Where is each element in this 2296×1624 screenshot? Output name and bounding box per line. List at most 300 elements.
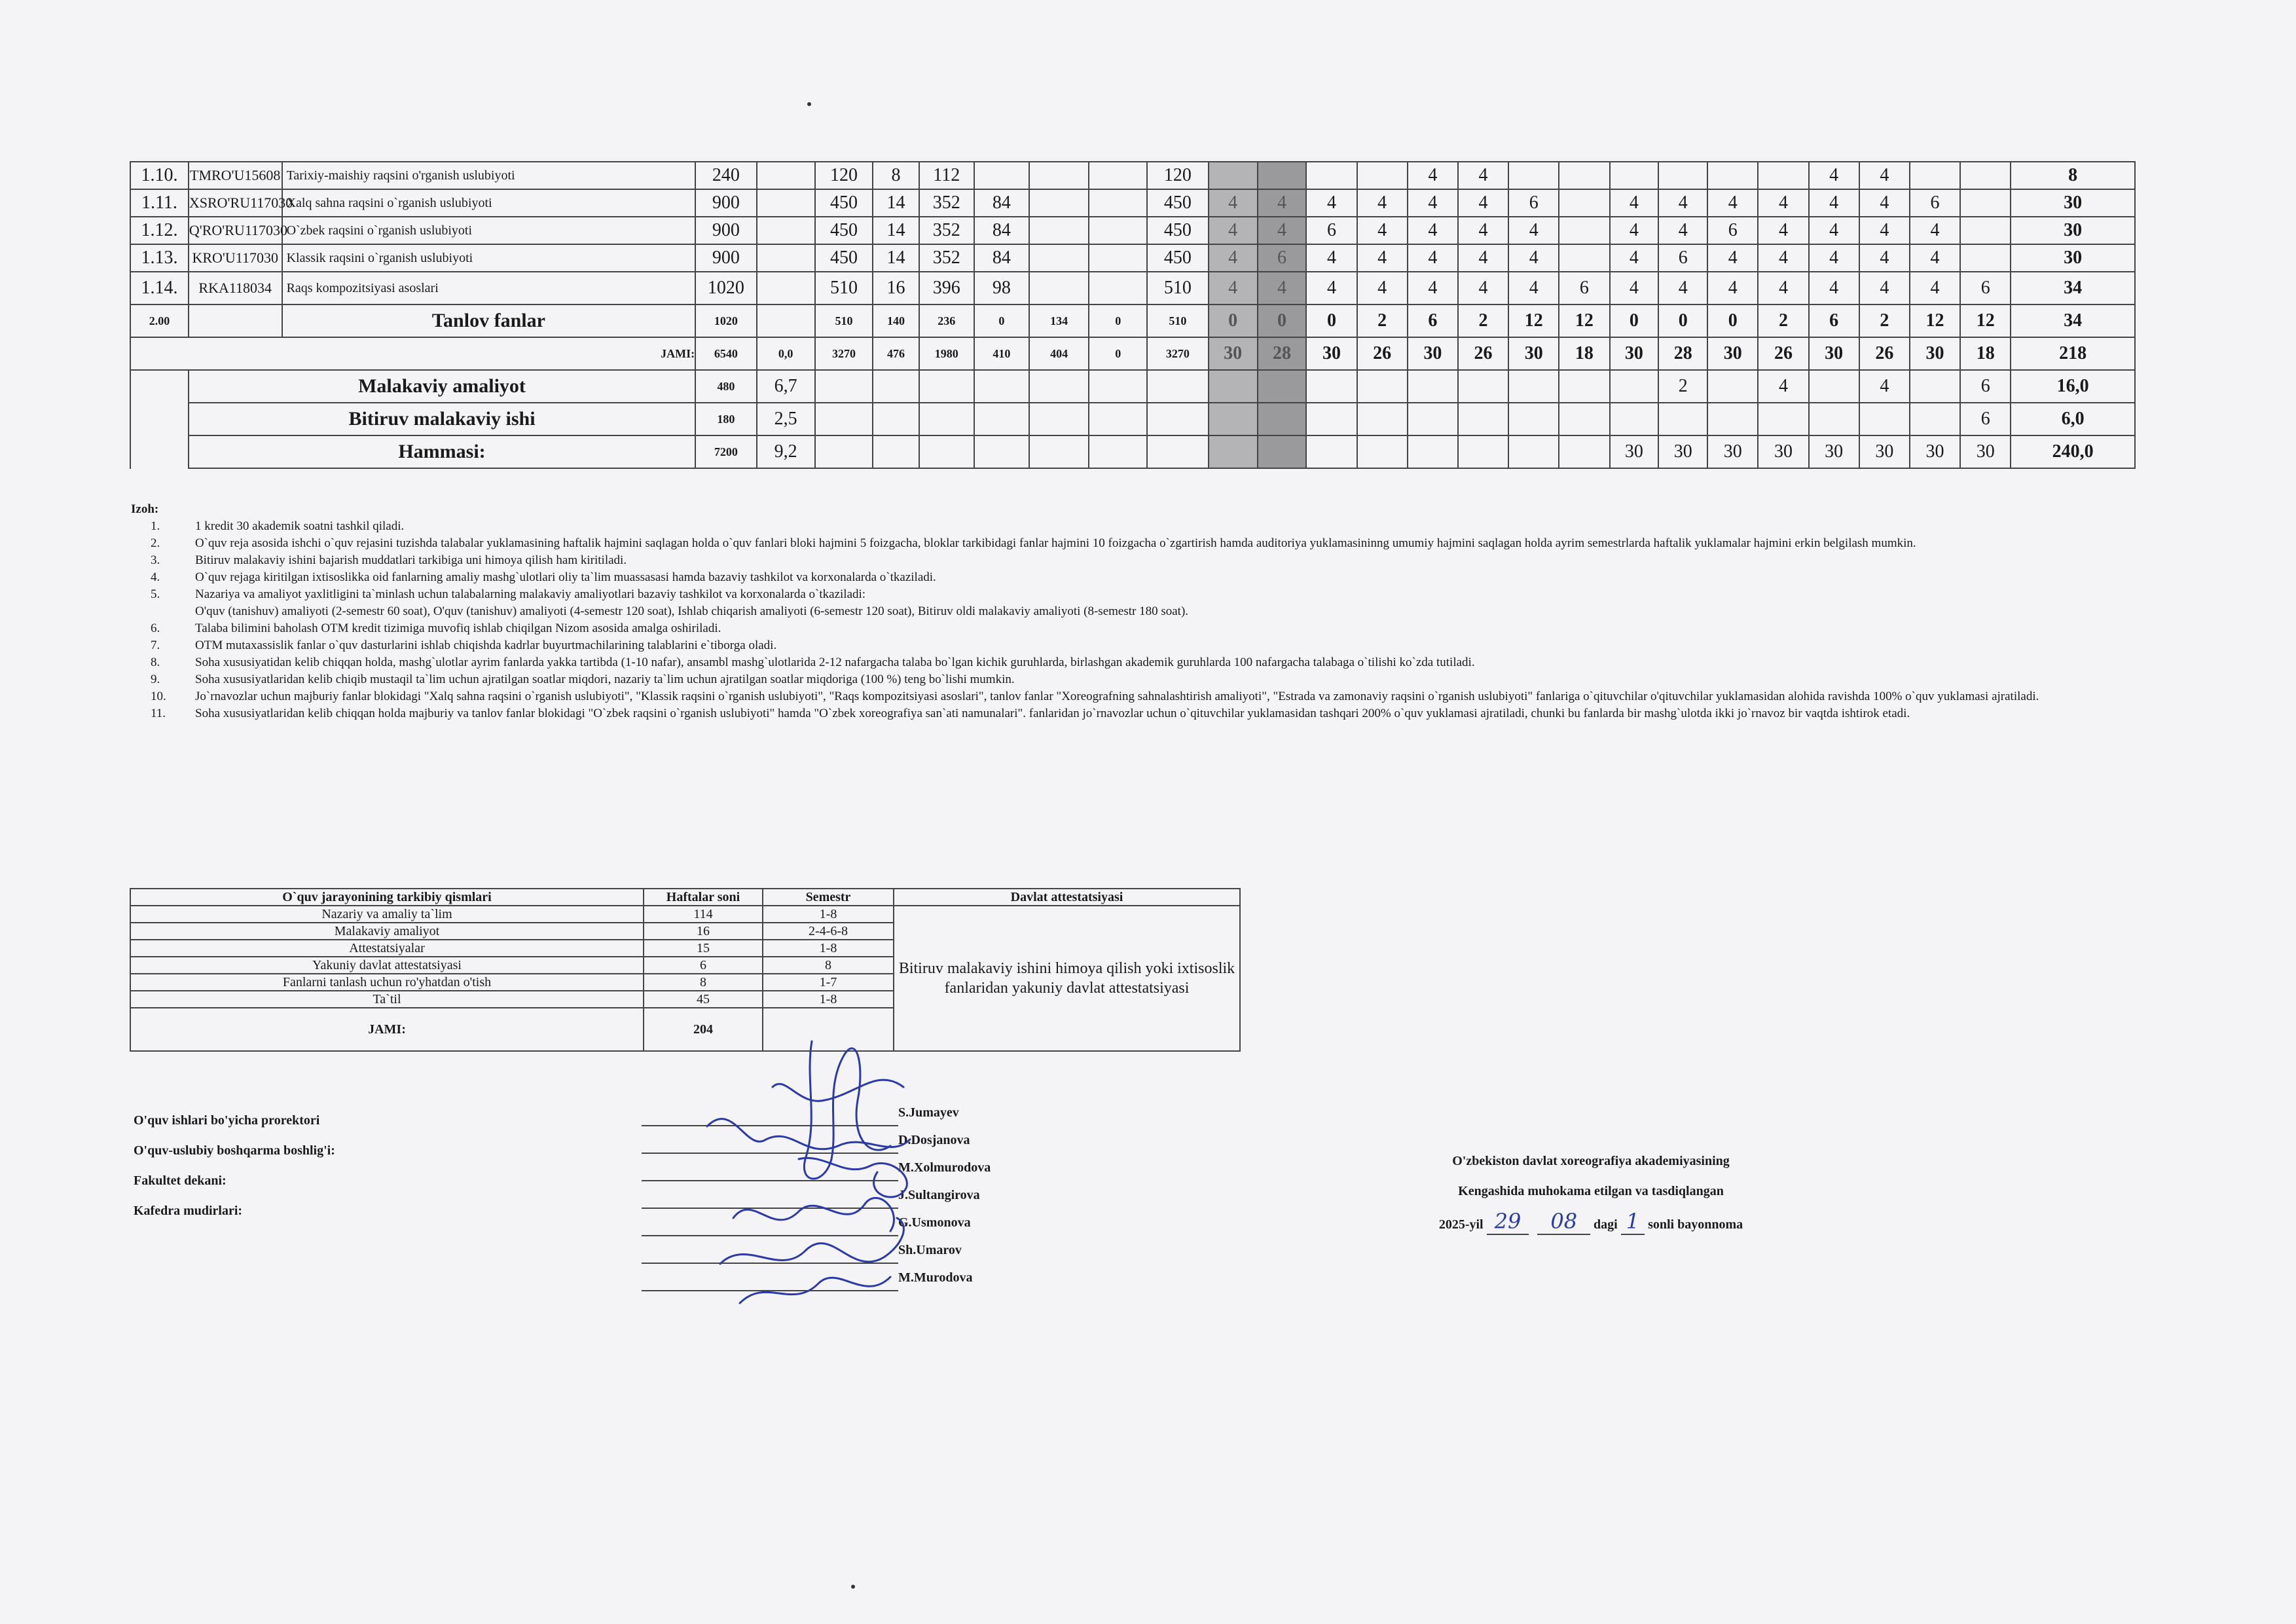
value-cell: 30: [1408, 337, 1458, 370]
empty-cell: [873, 403, 919, 435]
value-cell: 0: [1610, 304, 1659, 337]
empty-cell: [1209, 370, 1258, 403]
row-number: 1.10.: [130, 162, 189, 189]
empty-cell: [974, 403, 1029, 435]
note-item: [131, 705, 2147, 722]
value-cell: 0,0: [757, 337, 815, 370]
empty-cell: [1809, 370, 1859, 403]
value-cell: 30: [1910, 435, 1960, 468]
value-cell: 30: [1508, 337, 1559, 370]
empty-cell: [1306, 435, 1357, 468]
signature-role: Fakultet dekani:: [134, 1173, 227, 1188]
value-cell: 4: [1209, 244, 1258, 272]
value-cell: 900: [695, 189, 757, 217]
empty-cell: [1458, 370, 1508, 403]
value-cell: 18: [1559, 337, 1609, 370]
note-item: [131, 637, 2147, 654]
empty-cell: [1357, 370, 1408, 403]
table-row: [130, 403, 2135, 435]
value-cell: [757, 162, 815, 189]
value-cell: 30: [1610, 337, 1659, 370]
note-text: Talaba bilimini baholash OTM kredit tizimiga muvofiq ishlab chiqilgan Nizom asosida amalga oshiriladi.: [195, 621, 721, 635]
value-cell: 4: [1408, 244, 1458, 272]
value-cell: [1089, 162, 1147, 189]
value-cell: 4: [1408, 162, 1458, 189]
value-cell: 352: [919, 189, 974, 217]
process-weeks: 8: [644, 974, 763, 991]
value-cell: 6: [1408, 304, 1458, 337]
process-weeks: 114: [644, 906, 763, 923]
empty-cell: [1707, 403, 1758, 435]
value-cell: [757, 244, 815, 272]
value-cell: 8: [873, 162, 919, 189]
note-number: 6.: [151, 621, 160, 635]
empty-cell: [919, 403, 974, 435]
value-cell: 18: [1960, 337, 2011, 370]
value-cell: 30: [2011, 217, 2135, 244]
value-cell: 4: [1508, 217, 1559, 244]
value-cell: [1610, 162, 1659, 189]
empty-cell: [1758, 403, 1808, 435]
value-cell: 1020: [695, 272, 757, 304]
value-cell: 450: [1147, 244, 1209, 272]
empty-cell: [1458, 435, 1508, 468]
empty-cell: [919, 435, 974, 468]
empty-cell: [1658, 403, 1707, 435]
note-text: Bitiruv malakaviy ishini bajarish muddatlari tarkibiga uni himoya qilish ham kiritiladi.: [195, 553, 627, 567]
empty-cell: [1209, 435, 1258, 468]
value-cell: 4: [1658, 217, 1707, 244]
value-cell: 3270: [815, 337, 873, 370]
note-item: [131, 671, 2147, 688]
value-cell: 30: [1707, 435, 1758, 468]
value-cell: 4: [1458, 244, 1508, 272]
value-cell: 6: [1960, 370, 2011, 403]
value-cell: 30: [1610, 435, 1659, 468]
value-cell: [1258, 162, 1307, 189]
process-part: Attestatsiyalar: [130, 940, 644, 957]
value-cell: 4: [1758, 272, 1808, 304]
row-number: 1.13.: [130, 244, 189, 272]
empty-cell: [815, 403, 873, 435]
value-cell: 2: [1859, 304, 1910, 337]
value-cell: 4: [1758, 189, 1808, 217]
value-cell: 4: [1809, 272, 1859, 304]
note-number: 7.: [151, 638, 160, 652]
note-text: O`quv reja asosida ishchi o`quv rejasini tuzishda talabalar yuklamasining haftalik hajmini saqlagan holda o`quv fanlari bloki hajmini 5 foizgacha, bloklar tarkibidagi fanlar hajmini 10 foizgacha o`zgartirish hamda auditoriya yuklamasininng umumiy hajmini saqlagan holda ayrim semestrlarda haftalik yuklamalar hajmini erkin belgilash mumkin.: [195, 536, 1916, 550]
note-number: 8.: [151, 655, 160, 669]
value-cell: 0: [1306, 304, 1357, 337]
value-cell: 30: [1859, 435, 1910, 468]
value-cell: 180: [695, 403, 757, 435]
value-cell: 2: [1458, 304, 1508, 337]
table-row: [130, 304, 2135, 337]
signatory-name: Sh.Umarov: [898, 1243, 962, 1257]
value-cell: 14: [873, 244, 919, 272]
value-cell: 4: [1859, 244, 1910, 272]
speck: [807, 102, 811, 106]
process-semester: 8: [763, 957, 894, 974]
handwritten-signatures: [694, 1028, 1021, 1316]
value-cell: [757, 189, 815, 217]
value-cell: 4: [1610, 244, 1659, 272]
value-cell: 4: [1859, 189, 1910, 217]
approval-block: [1381, 1146, 1800, 1240]
bitiruv-label: Bitiruv malakaviy ishi: [189, 403, 695, 435]
table-row: [130, 189, 2135, 217]
note-text: Nazariya va amaliyot yaxlitligini ta`minlash uchun talabalarning malakaviy amaliyotlari bazaviy tashkilot va korxonalarda o`tkaziladi:: [195, 587, 866, 601]
value-cell: 26: [1357, 337, 1408, 370]
note-text: O'quv (tanishuv) amaliyoti (2-semestr 60 soat), O'quv (tanishuv) amaliyoti (4-semestr 120 soat), Ishlab chiqarish amaliyoti (6-semestr 120 soat), Bitiruv oldi malakaviy amaliyoti (8-semestr 180 soat).: [195, 604, 1189, 618]
signatory-name: D.Dosjanova: [898, 1133, 970, 1147]
value-cell: 30: [1758, 435, 1808, 468]
value-cell: 84: [974, 244, 1029, 272]
empty-cell: [974, 435, 1029, 468]
value-cell: [1357, 162, 1408, 189]
note-item: [131, 518, 2147, 535]
value-cell: 9,2: [757, 435, 815, 468]
value-cell: 4: [1910, 244, 1960, 272]
value-cell: [1209, 162, 1258, 189]
note-number: 9.: [151, 673, 160, 686]
value-cell: 450: [815, 189, 873, 217]
process-semester: 1-8: [763, 906, 894, 923]
value-cell: 0: [1707, 304, 1758, 337]
tanlov-label: Tanlov fanlar: [282, 304, 696, 337]
value-cell: 4: [1258, 217, 1307, 244]
value-cell: 14: [873, 189, 919, 217]
empty-cell: [1029, 435, 1089, 468]
empty-cell: [1258, 370, 1307, 403]
table-row: [130, 162, 2135, 189]
value-cell: 4: [1357, 272, 1408, 304]
approval-month: 08: [1537, 1209, 1590, 1235]
value-cell: 4: [1508, 244, 1559, 272]
value-cell: 30: [1658, 435, 1707, 468]
row-number: 1.12.: [130, 217, 189, 244]
row-number: 1.11.: [130, 189, 189, 217]
value-cell: 4: [1357, 189, 1408, 217]
value-cell: 4: [1758, 217, 1808, 244]
value-cell: 4: [1610, 272, 1659, 304]
empty-cell: [1508, 370, 1559, 403]
empty-cell: [1610, 403, 1659, 435]
process-semester: 1-8: [763, 991, 894, 1008]
value-cell: 236: [919, 304, 974, 337]
value-cell: 4: [1859, 272, 1910, 304]
value-cell: 240: [695, 162, 757, 189]
process-semester: 1-8: [763, 940, 894, 957]
value-cell: 0: [1658, 304, 1707, 337]
process-semester: 1-7: [763, 974, 894, 991]
value-cell: 4: [1209, 272, 1258, 304]
subject-code: XSRO'RU117030: [189, 189, 282, 217]
signatory-name: S.Jumayev: [898, 1105, 959, 1120]
value-cell: 0: [974, 304, 1029, 337]
note-number: 11.: [151, 707, 166, 720]
empty-cell: [1408, 370, 1458, 403]
value-cell: 510: [1147, 304, 1209, 337]
empty-cell: [1258, 435, 1307, 468]
speck: [851, 1585, 855, 1589]
value-cell: 4: [1408, 189, 1458, 217]
value-cell: 120: [815, 162, 873, 189]
value-cell: 2: [1658, 370, 1707, 403]
value-cell: 2: [1758, 304, 1808, 337]
value-cell: 476: [873, 337, 919, 370]
value-cell: 6: [1508, 189, 1559, 217]
value-cell: 480: [695, 370, 757, 403]
attestation-text: Bitiruv malakaviy ishini himoya qilish yoki ixtisoslik fanlaridan yakuniy davlat attestatsiyasi: [894, 906, 1240, 1051]
value-cell: 120: [1147, 162, 1209, 189]
empty-cell: [1508, 435, 1559, 468]
value-cell: [1029, 217, 1089, 244]
signatory-name: G.Usmonova: [898, 1215, 971, 1230]
value-cell: 4: [1306, 272, 1357, 304]
value-cell: 4: [1258, 189, 1307, 217]
value-cell: 3270: [1147, 337, 1209, 370]
approval-year: 2025-yil: [1438, 1217, 1484, 1232]
value-cell: 6: [1960, 272, 2011, 304]
table-row: [130, 435, 2135, 468]
row-number: 1.14.: [130, 272, 189, 304]
value-cell: [1029, 162, 1089, 189]
value-cell: 6: [1658, 244, 1707, 272]
value-cell: 4: [1458, 217, 1508, 244]
signature-role: O'quv ishlari bo'yicha prorektori: [134, 1113, 320, 1128]
empty-cell: [1610, 370, 1659, 403]
value-cell: [1559, 244, 1609, 272]
empty-cell: [1910, 403, 1960, 435]
value-cell: [1029, 272, 1089, 304]
empty-cell: [130, 403, 189, 435]
empty-cell: [974, 370, 1029, 403]
value-cell: 4: [1809, 244, 1859, 272]
value-cell: 4: [1758, 370, 1808, 403]
value-cell: 7200: [695, 435, 757, 468]
value-cell: 2: [1357, 304, 1408, 337]
empty-cell: [1029, 403, 1089, 435]
hammasi-label: Hammasi:: [189, 435, 695, 468]
value-cell: 30: [1910, 337, 1960, 370]
note-text: 1 kredit 30 akademik soatni tashkil qiladi.: [195, 519, 405, 533]
value-cell: 140: [873, 304, 919, 337]
value-cell: 4: [1707, 272, 1758, 304]
value-cell: 218: [2011, 337, 2135, 370]
empty-cell: [1209, 403, 1258, 435]
value-cell: 396: [919, 272, 974, 304]
empty-cell: [1559, 370, 1609, 403]
table-row: [130, 272, 2135, 304]
empty-cell: [1306, 370, 1357, 403]
value-cell: 30: [2011, 244, 2135, 272]
value-cell: 4: [1458, 272, 1508, 304]
value-cell: [1089, 189, 1147, 217]
empty-cell: [1458, 403, 1508, 435]
empty-cell: [815, 435, 873, 468]
subject-code: Q'RO'RU117030: [189, 217, 282, 244]
header-semester: Semestr: [763, 889, 894, 906]
value-cell: 4: [1408, 217, 1458, 244]
value-cell: 84: [974, 189, 1029, 217]
value-cell: 8: [2011, 162, 2135, 189]
approval-day: 29: [1487, 1209, 1529, 1235]
table-row: [130, 217, 2135, 244]
empty-cell: [1408, 435, 1458, 468]
note-item: [131, 552, 2147, 569]
value-cell: 112: [919, 162, 974, 189]
note-text: OTM mutaxassislik fanlar o`quv dasturlarini ishlab chiqishda kadrlar buyurtmachilarining talablarini e`tiborga oladi.: [195, 638, 777, 652]
value-cell: [1658, 162, 1707, 189]
empty-cell: [1508, 403, 1559, 435]
value-cell: 6540: [695, 337, 757, 370]
notes-heading: Izoh:: [131, 502, 159, 516]
value-cell: 28: [1258, 337, 1307, 370]
empty-cell: [130, 370, 189, 403]
process-semester: 2-4-6-8: [763, 923, 894, 940]
empty-cell: [815, 370, 873, 403]
value-cell: 134: [1029, 304, 1089, 337]
empty-cell: [1147, 403, 1209, 435]
value-cell: 352: [919, 244, 974, 272]
value-cell: 450: [815, 217, 873, 244]
empty-cell: [1559, 403, 1609, 435]
value-cell: 34: [2011, 304, 2135, 337]
study-process-table: [130, 888, 1241, 1052]
value-cell: [1559, 217, 1609, 244]
value-cell: 4: [1209, 189, 1258, 217]
value-cell: [1089, 244, 1147, 272]
value-cell: 26: [1758, 337, 1808, 370]
value-cell: 30: [1960, 435, 2011, 468]
value-cell: 28: [1658, 337, 1707, 370]
value-cell: 4: [1357, 244, 1408, 272]
value-cell: 4: [1306, 244, 1357, 272]
value-cell: 4: [1859, 217, 1910, 244]
value-cell: 450: [815, 244, 873, 272]
value-cell: 4: [1408, 272, 1458, 304]
note-item: [131, 569, 2147, 586]
value-cell: 6: [1258, 244, 1307, 272]
value-cell: 6: [1306, 217, 1357, 244]
value-cell: 404: [1029, 337, 1089, 370]
value-cell: [1960, 244, 2011, 272]
subject-code: RKA118034: [189, 272, 282, 304]
value-cell: [757, 272, 815, 304]
value-cell: 4: [1458, 162, 1508, 189]
approval-line-2: Kengashida muhokama etilgan va tasdiqlangan: [1458, 1184, 1724, 1198]
approval-suffix: sonli bayonnoma: [1648, 1217, 1743, 1232]
header-attest: Davlat attestatsiyasi: [894, 889, 1240, 906]
jami-label: JAMI:: [130, 337, 695, 370]
empty-cell: [1306, 403, 1357, 435]
value-cell: 510: [1147, 272, 1209, 304]
note-text: Soha xususiyatidan kelib chiqqan holda, mashg`ulotlar ayrim fanlarda yakka tartibda (1-10 nafar), ansambl mashg`ulotlarida 2-12 nafargacha talaba bo`lgan kichik guruhlarda, birlashgan akademik guruhlarda 100 nafargacha talabaga o`tilishi ko`zda tutiladi.: [195, 655, 1475, 669]
value-cell: 30: [1809, 435, 1859, 468]
process-part: Yakuniy davlat attestatsiyasi: [130, 957, 644, 974]
value-cell: [1910, 162, 1960, 189]
value-cell: 450: [1147, 189, 1209, 217]
value-cell: [1508, 162, 1559, 189]
value-cell: 1020: [695, 304, 757, 337]
notes-section: [131, 501, 2147, 722]
value-cell: 2,5: [757, 403, 815, 435]
value-cell: 0: [1089, 304, 1147, 337]
value-cell: [1306, 162, 1357, 189]
value-cell: 12: [1559, 304, 1609, 337]
value-cell: 16: [873, 272, 919, 304]
note-item: [131, 620, 2147, 637]
note-item: [131, 688, 2147, 705]
note-number: 1.: [151, 519, 160, 533]
empty-cell: [1147, 370, 1209, 403]
value-cell: 0: [1209, 304, 1258, 337]
empty-cell: [1258, 403, 1307, 435]
value-cell: 98: [974, 272, 1029, 304]
value-cell: 900: [695, 244, 757, 272]
empty-cell: [1707, 370, 1758, 403]
process-weeks: 16: [644, 923, 763, 940]
value-cell: 4: [1758, 244, 1808, 272]
value-cell: 6: [1559, 272, 1609, 304]
value-cell: 26: [1859, 337, 1910, 370]
note-number: 2.: [151, 536, 160, 550]
subject-name: O`zbek raqsini o`rganish uslubiyoti: [282, 217, 696, 244]
process-total-label: JAMI:: [130, 1008, 644, 1051]
curriculum-table: [130, 161, 2136, 469]
empty-cell: [873, 370, 919, 403]
empty-cell: [1029, 370, 1089, 403]
value-cell: 30: [1306, 337, 1357, 370]
note-item: [131, 654, 2147, 671]
note-number: 5.: [151, 587, 160, 601]
value-cell: 26: [1458, 337, 1508, 370]
note-text: Jo`rnavozlar uchun majburiy fanlar blokidagi "Xalq sahna raqsini o`rganish uslubiyoti", "Klassik raqsini o`rganish uslubiyoti", "Raqs kompozitsiyasi asoslari", tanlov fanlar "Xoreografning sahnalashtirish amaliyoti", "Estrada va zamonaviy raqsini o`rganish uslubiyoti" fanlariga o`qituvchilar o'qituvchilar yuklamasidan alohida ravishda 100% o`quv yuklamasi ajratiladi.: [195, 690, 2039, 703]
empty-cell: [1357, 403, 1408, 435]
header-parts: O`quv jarayonining tarkibiy qismlari: [130, 889, 644, 906]
malakaviy-label: Malakaviy amaliyot: [189, 370, 695, 403]
value-cell: 34: [2011, 272, 2135, 304]
value-cell: 352: [919, 217, 974, 244]
value-cell: 4: [1258, 272, 1307, 304]
value-cell: 6: [1707, 217, 1758, 244]
value-cell: 4: [1809, 189, 1859, 217]
approval-number: 1: [1621, 1209, 1645, 1235]
note-item: [131, 586, 2147, 603]
value-cell: 4: [1357, 217, 1408, 244]
process-part: Ta`til: [130, 991, 644, 1008]
value-cell: 4: [1809, 162, 1859, 189]
value-cell: [1559, 189, 1609, 217]
note-text: Soha xususiyatlaridan kelib chiqqan holda majburiy va tanlov fanlar blokidagi "O`zbek raqsini o`rganish uslubiyoti" hamda "O`zbek xoreografiya san`ati namunalari". fanlaridan jo`rnavozlar uchun o`qituvchilar yuklamasidan tashqari 200% o`quv yuklamasi ajratiladi, chunki bu fanlarda bir mashg`ulotda ikki jo`rnavoz bir vaqtda ishtirok etadi.: [195, 707, 1910, 720]
note-number: 3.: [151, 553, 160, 567]
table-row: [130, 244, 2135, 272]
value-cell: 6: [1960, 403, 2011, 435]
process-weeks: 6: [644, 957, 763, 974]
empty-cell: [1559, 435, 1609, 468]
value-cell: 4: [1707, 244, 1758, 272]
value-cell: 4: [1610, 217, 1659, 244]
value-cell: 30: [1209, 337, 1258, 370]
process-part: Fanlarni tanlash uchun ro'yhatdan o'tish: [130, 974, 644, 991]
empty-cell: [1809, 403, 1859, 435]
empty-cell: [1910, 370, 1960, 403]
value-cell: [1029, 244, 1089, 272]
empty-cell: [1859, 403, 1910, 435]
value-cell: 4: [1458, 189, 1508, 217]
empty-cell: [1089, 435, 1147, 468]
process-part: Nazariy va amaliy ta`lim: [130, 906, 644, 923]
